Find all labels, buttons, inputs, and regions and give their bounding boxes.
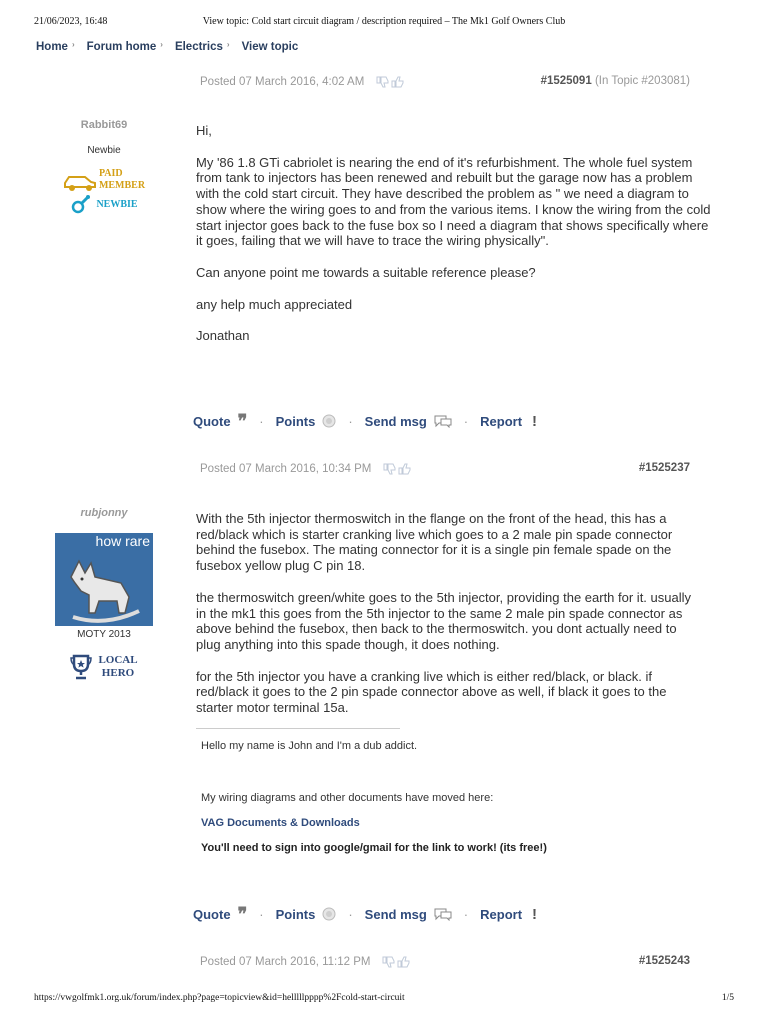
quote-icon: ❞ xyxy=(237,410,248,432)
points-button[interactable]: Points xyxy=(276,907,337,922)
thumbs-down-icon[interactable] xyxy=(382,956,395,968)
thumbs-down-icon[interactable] xyxy=(376,76,389,88)
signature xyxy=(201,740,701,854)
chevron-right-icon: › xyxy=(71,39,75,49)
car-icon xyxy=(63,168,97,192)
thumbs-up-icon[interactable] xyxy=(398,463,411,475)
thumbs-up-icon[interactable] xyxy=(391,76,404,88)
breadcrumb-forum-home[interactable]: Forum home xyxy=(86,41,157,53)
local-hero-badge: LOCAL HERO xyxy=(54,654,154,680)
post-actions: Quote ❞ · Points · Send msg · Report ! xyxy=(193,903,538,925)
post-id[interactable]: #1525237 xyxy=(638,462,690,474)
send-msg-button[interactable]: Send msg xyxy=(365,414,452,429)
breadcrumb xyxy=(36,38,298,56)
signature-line: Hello my name is John and I'm a dub addict. xyxy=(201,740,418,752)
donkey-icon xyxy=(55,533,153,626)
thumbs-up-icon[interactable] xyxy=(397,956,410,968)
post-date: Posted 07 March 2016, 10:34 PM xyxy=(200,463,372,475)
vag-documents-link[interactable]: VAG Documents & Downloads xyxy=(201,817,360,829)
newbie-badge: NEWBIE xyxy=(54,194,154,214)
post-meta xyxy=(200,954,410,970)
signature-line: My wiring diagrams and other documents have moved here: xyxy=(201,792,494,804)
print-page-number: 1/5 xyxy=(721,993,734,1003)
post-id[interactable]: #1525091 (In Topic #203081) xyxy=(540,75,690,87)
post-date: Posted 07 March 2016, 4:02 AM xyxy=(200,76,365,88)
quote-button[interactable]: Quote ❞ xyxy=(193,410,248,432)
paid-member-badge: PAID MEMBER xyxy=(54,168,154,192)
author-rank: Newbie xyxy=(87,145,121,156)
thumbs-down-icon[interactable] xyxy=(383,463,396,475)
print-url: https://vwgolfmk1.org.uk/forum/index.php?page=topicview&id=helllllpppp%2Fcold-start-circuit xyxy=(34,993,405,1003)
post-date: Posted 07 March 2016, 11:12 PM xyxy=(200,956,371,968)
quote-icon: ❞ xyxy=(237,903,248,925)
vote-icons xyxy=(382,956,410,968)
post-actions: Quote ❞ · Points · Send msg · Report ! xyxy=(193,410,538,432)
breadcrumb-electrics[interactable]: Electrics xyxy=(174,41,223,53)
report-button[interactable]: Report ! xyxy=(480,905,538,923)
points-button[interactable]: Points xyxy=(276,414,337,429)
author-panel xyxy=(54,119,154,214)
exclamation-icon: ! xyxy=(532,905,538,923)
post-body: With the 5th injector thermoswitch in the flange on the front of the head, this has a red/black which is starter cranking live which goes to a 2 male pin spade connector behind the fusebox. The mating connector for it is a single pin female spade on the fusebox yellow plug C pin 18. the thermoswitch green/white goes to the 5th injector, providing the earth for it. usually in the mk1 this goes from the 5th injector to the same 2 male pin spade connector as above behind the fusebox, then back to the thermoswitch. you dont actually need to plug anything into this spade though, it does nothing. for the 5th injector you have a cranking live which is either red/black, or black. if red/black it goes to the 2 pin spade connector above as well, if black it goes to the starter motor terminal 15a. xyxy=(196,511,691,716)
report-button[interactable]: Report ! xyxy=(480,412,538,430)
print-footer xyxy=(0,993,768,1007)
avatar[interactable] xyxy=(55,533,153,626)
avatar-caption: how rare xyxy=(95,533,150,549)
post-id[interactable]: #1525243 xyxy=(638,955,690,967)
post-meta xyxy=(200,74,404,90)
breadcrumb-home[interactable]: Home xyxy=(36,41,68,53)
quote-button[interactable]: Quote ❞ xyxy=(193,903,248,925)
message-icon xyxy=(434,907,452,921)
chevron-right-icon: › xyxy=(160,39,163,49)
print-date: 21/06/2023, 16:48 xyxy=(34,16,108,27)
signature-note: You'll need to sign into google/gmail for the link to work! (its free!) xyxy=(201,842,547,854)
pacifier-icon xyxy=(70,194,92,214)
points-icon xyxy=(322,907,336,921)
signature-divider xyxy=(196,728,400,729)
author-name[interactable]: Rabbit69 xyxy=(80,119,128,131)
points-icon xyxy=(322,414,336,428)
trophy-icon xyxy=(70,654,92,680)
message-icon xyxy=(434,414,452,428)
chevron-right-icon: › xyxy=(226,39,230,49)
post-body: Hi, My '86 1.8 GTi cabriolet is nearing the end of it's refurbishment. The whole fuel system from tank to injectors has been renewed and rebuilt but the garage now has a problem with the cold start circuit. They have described the problem as " we need a diagram to show where the wiring goes to and from the various items. I know the wiring from the cold start injector goes back to the fuse box so I need a diagram that shows specifically where it goes, failing that we will have to trace the wiring physically". Can anyone point me towards a suitable reference please? any help much appreciated Jonathan xyxy=(196,123,711,344)
print-header xyxy=(0,14,768,30)
vote-icons xyxy=(376,76,404,88)
print-title: View topic: Cold start circuit diagram / description required – The Mk1 Golf Owners Club xyxy=(202,16,566,27)
vote-icons xyxy=(383,463,411,475)
author-rank: MOTY 2013 xyxy=(77,629,131,640)
author-panel xyxy=(54,507,154,680)
exclamation-icon: ! xyxy=(532,412,538,430)
send-msg-button[interactable]: Send msg xyxy=(365,907,452,922)
breadcrumb-view-topic[interactable]: View topic xyxy=(241,41,299,53)
author-name[interactable]: rubjonny xyxy=(80,507,128,519)
post-meta xyxy=(200,461,411,477)
